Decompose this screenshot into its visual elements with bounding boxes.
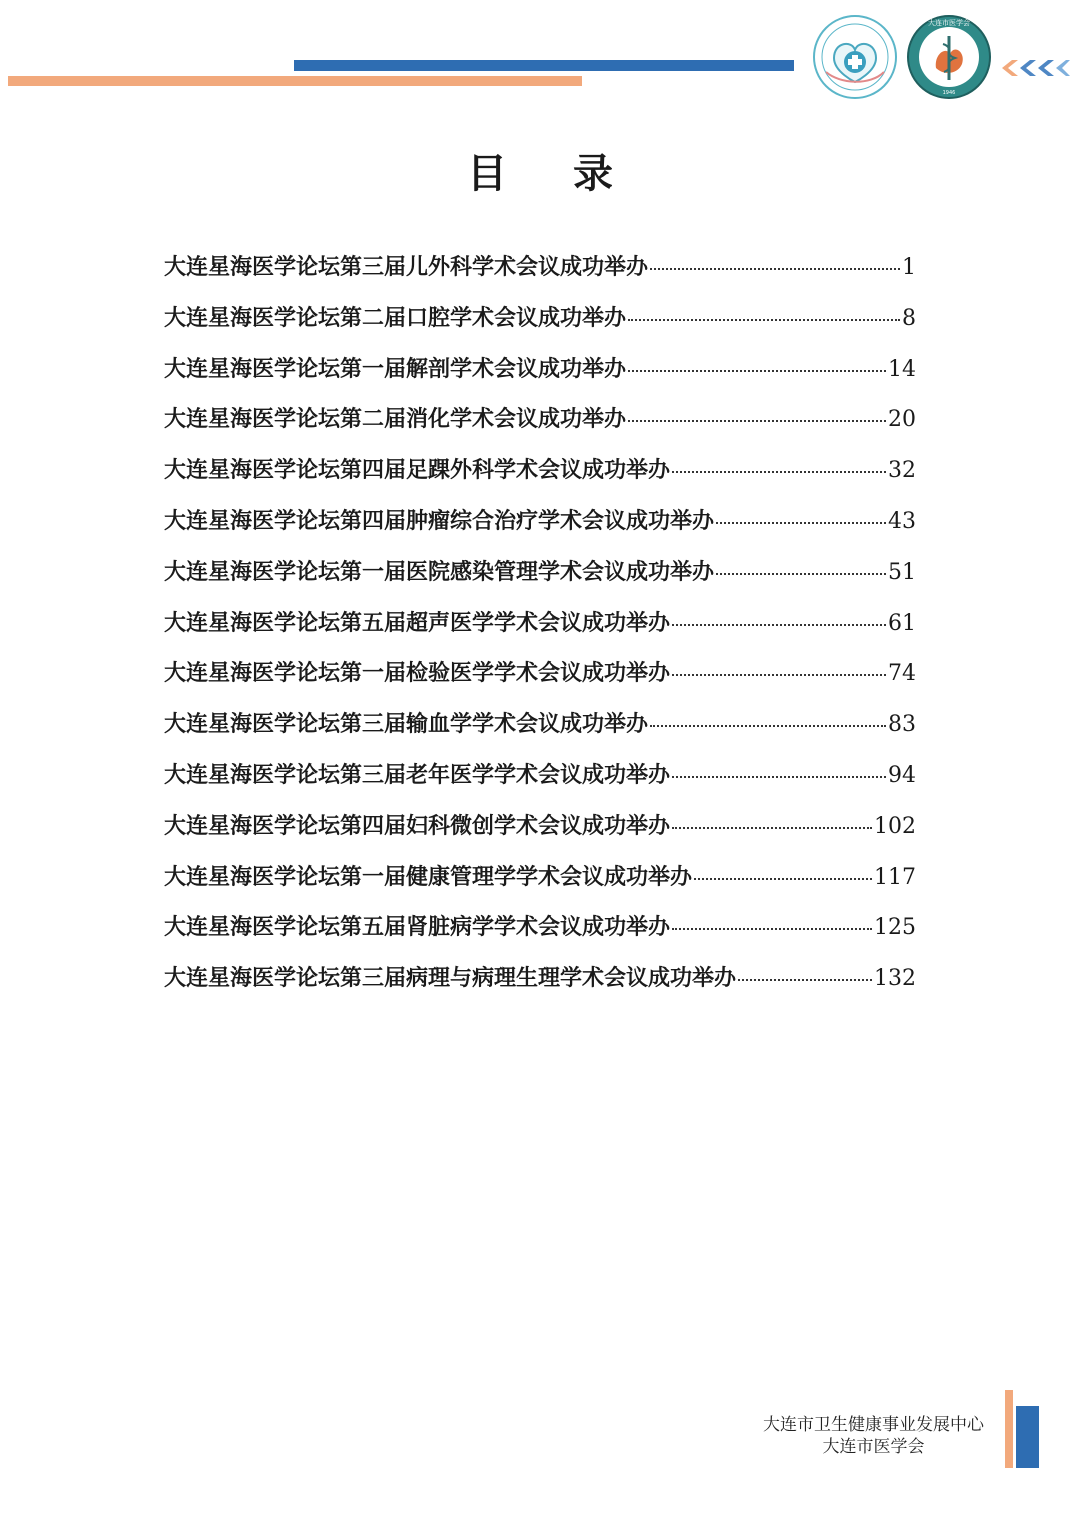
toc-leader-dots: [694, 878, 872, 880]
toc-entry-page-number: 83: [888, 712, 916, 738]
toc-entry[interactable]: [164, 555, 916, 606]
toc-entry-title: 大连星海医学论坛第四届肿瘤综合治疗学术会议成功举办: [164, 507, 715, 534]
toc-entry-page-number: 125: [874, 915, 916, 941]
toc-entry[interactable]: [164, 656, 916, 707]
logo-association-name: 大连市医学会: [928, 19, 970, 27]
toc-entry[interactable]: [164, 860, 916, 911]
health-center-logo: [812, 14, 898, 100]
toc-entry-page-number: 51: [888, 559, 916, 585]
toc-entry[interactable]: [164, 402, 916, 453]
toc-entry[interactable]: [164, 758, 916, 809]
toc-entry-page-number: 94: [888, 762, 916, 788]
toc-entry-page-number: 8: [902, 305, 916, 331]
footer-line-2: 大连市医学会: [822, 1437, 925, 1457]
toc-entry-page-number: 32: [888, 458, 916, 484]
toc-entry[interactable]: [164, 301, 916, 352]
toc-leader-dots: [628, 370, 886, 372]
chevron-arrows-icon: [998, 58, 1070, 78]
toc-entry[interactable]: [164, 606, 916, 657]
toc-entry-title: 大连星海医学论坛第三届老年医学学术会议成功举办: [164, 761, 671, 788]
toc-entry[interactable]: [164, 250, 916, 301]
footer-line-1: 大连市卫生健康事业发展中心: [763, 1415, 984, 1435]
toc-leader-dots: [650, 725, 886, 727]
toc-entry-title: 大连星海医学论坛第五届超声医学学术会议成功举办: [164, 609, 671, 636]
footer-orange-bar: [1005, 1390, 1013, 1468]
toc-entry-page-number: 1: [902, 255, 916, 280]
toc-entry[interactable]: [164, 352, 916, 403]
medical-association-logo: [906, 14, 992, 100]
toc-leader-dots: [672, 776, 886, 778]
toc-entry-title: 大连星海医学论坛第一届检验医学学术会议成功举办: [164, 660, 671, 687]
toc-leader-dots: [628, 420, 886, 422]
toc-entry-page-number: 102: [874, 813, 916, 839]
toc-entry-page-number: 14: [888, 356, 916, 382]
toc-entry-title: 大连星海医学论坛第四届足踝外科学术会议成功举办: [164, 457, 671, 484]
footer-organizations: [763, 1414, 984, 1458]
toc-leader-dots: [738, 979, 872, 981]
toc-entry[interactable]: [164, 961, 916, 1012]
toc-entry-title: 大连星海医学论坛第一届解剖学术会议成功举办: [164, 355, 627, 382]
toc-entry-title: 大连星海医学论坛第二届口腔学术会议成功举办: [164, 304, 627, 331]
toc-entry[interactable]: [164, 809, 916, 860]
toc-entry-title: 大连星海医学论坛第三届病理与病理生理学术会议成功举办: [164, 965, 737, 992]
toc-entry-page-number: 74: [888, 661, 916, 687]
footer-blue-bar: [1016, 1406, 1039, 1468]
page-title: 目 录: [467, 150, 639, 197]
toc-entry[interactable]: [164, 453, 916, 504]
toc-entry[interactable]: [164, 504, 916, 555]
logo-association-year: 1946: [942, 90, 956, 96]
toc-entry-page-number: 43: [888, 508, 916, 534]
toc-entry-title: 大连星海医学论坛第三届儿外科学术会议成功举办: [164, 254, 649, 280]
toc-entry-title: 大连星海医学论坛第四届妇科微创学术会议成功举办: [164, 812, 671, 839]
toc-leader-dots: [716, 522, 886, 524]
toc-entry-title: 大连星海医学论坛第五届肾脏病学学术会议成功举办: [164, 914, 671, 941]
toc-entry-page-number: 20: [888, 407, 916, 433]
toc-entry-page-number: 132: [874, 966, 916, 992]
toc-entry-title: 大连星海医学论坛第一届健康管理学学术会议成功举办: [164, 863, 693, 890]
table-of-contents: [164, 250, 916, 1012]
toc-entry-page-number: 117: [874, 864, 916, 890]
toc-leader-dots: [628, 319, 900, 321]
toc-entry-title: 大连星海医学论坛第二届消化学术会议成功举办: [164, 406, 627, 433]
toc-entry-title: 大连星海医学论坛第三届输血学学术会议成功举办: [164, 711, 649, 738]
toc-entry-page-number: 61: [888, 610, 916, 636]
toc-leader-dots: [672, 624, 886, 626]
toc-leader-dots: [672, 827, 872, 829]
toc-leader-dots: [716, 573, 886, 575]
toc-leader-dots: [650, 268, 900, 270]
toc-entry[interactable]: [164, 910, 916, 961]
header-orange-bar: [8, 76, 582, 86]
header-blue-bar: [294, 60, 794, 71]
toc-entry[interactable]: [164, 707, 916, 758]
toc-entry-title: 大连星海医学论坛第一届医院感染管理学术会议成功举办: [164, 558, 715, 585]
toc-leader-dots: [672, 674, 886, 676]
toc-leader-dots: [672, 928, 872, 930]
toc-leader-dots: [672, 471, 886, 473]
